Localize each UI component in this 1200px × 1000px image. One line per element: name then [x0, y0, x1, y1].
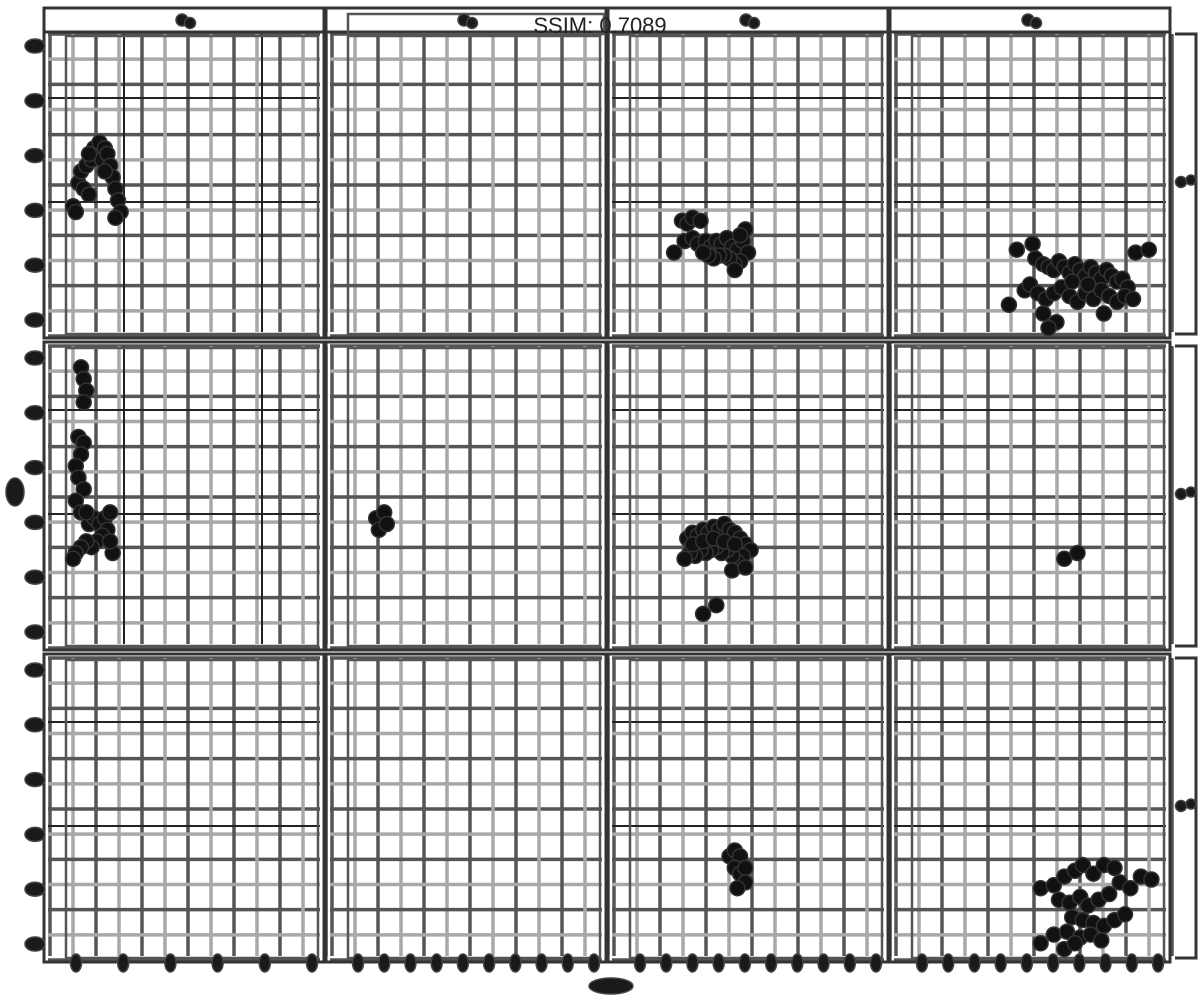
x-tick-glyph	[71, 954, 82, 972]
y-tick-glyph	[25, 718, 45, 732]
y-tick-label	[25, 258, 45, 272]
x-tick-glyph	[431, 954, 442, 972]
facet-panel	[608, 654, 890, 962]
x-tick-label	[661, 954, 672, 972]
strip-right-glyph	[1186, 799, 1196, 809]
y-tick-label	[25, 570, 45, 584]
y-tick-label	[25, 663, 45, 677]
x-tick-glyph	[1153, 954, 1164, 972]
data-point	[79, 505, 94, 520]
x-tick-glyph	[536, 954, 547, 972]
y-tick-glyph	[25, 882, 45, 896]
x-tick-label	[1100, 954, 1111, 972]
y-tick-label	[25, 39, 45, 53]
data-point	[725, 563, 740, 578]
x-tick-glyph	[844, 954, 855, 972]
x-tick-glyph	[1021, 954, 1032, 972]
facet-panel	[890, 30, 1172, 338]
data-point	[76, 395, 91, 410]
y-tick-label	[25, 882, 45, 896]
x-tick-label	[379, 954, 390, 972]
strip-right-glyph	[1176, 489, 1187, 500]
facet-panel	[44, 342, 326, 650]
data-point	[696, 606, 711, 621]
data-point	[1046, 927, 1061, 942]
strip-label-glyph	[185, 18, 196, 29]
x-tick-label	[536, 954, 547, 972]
y-tick-label	[25, 94, 45, 108]
facet-strip	[890, 8, 1170, 32]
x-tick-label	[457, 954, 468, 972]
y-tick-label	[25, 203, 45, 217]
facet-panel	[44, 654, 326, 962]
x-tick-glyph	[562, 954, 573, 972]
x-tick-label	[766, 954, 777, 972]
strip-right-glyph	[1176, 801, 1187, 812]
x-tick-glyph	[917, 954, 928, 972]
strip-right-glyph	[1186, 175, 1196, 185]
facet-strip-right	[1175, 34, 1196, 334]
x-tick-label	[510, 954, 521, 972]
y-tick-label	[25, 625, 45, 639]
data-point	[1123, 881, 1138, 896]
x-tick-glyph	[739, 954, 750, 972]
data-point	[1118, 907, 1133, 922]
data-point	[1107, 860, 1122, 875]
strip-right-glyph	[1176, 177, 1187, 188]
data-point	[1096, 306, 1111, 321]
y-tick-label	[25, 461, 45, 475]
y-tick-label	[25, 515, 45, 529]
data-point	[733, 228, 748, 243]
y-tick-glyph	[25, 406, 45, 420]
y-tick-label	[25, 773, 45, 787]
x-tick-glyph	[1100, 954, 1111, 972]
data-point	[1036, 306, 1051, 321]
data-point	[1033, 881, 1048, 896]
x-tick-label	[353, 954, 364, 972]
data-point	[677, 551, 692, 566]
x-tick-label	[484, 954, 495, 972]
data-point	[1144, 872, 1159, 887]
y-tick-glyph	[25, 937, 45, 951]
x-tick-label	[1153, 954, 1164, 972]
facet-panel	[608, 342, 890, 650]
y-tick-glyph	[25, 827, 45, 841]
data-point	[727, 537, 742, 552]
data-point	[82, 187, 97, 202]
data-point	[103, 505, 118, 520]
data-point	[97, 164, 112, 179]
data-point	[1067, 936, 1082, 951]
x-tick-label	[71, 954, 82, 972]
facet-strip-right	[1175, 346, 1196, 646]
facet-panel	[326, 654, 608, 962]
data-point	[709, 598, 724, 613]
data-point	[1094, 933, 1109, 948]
x-tick-glyph	[510, 954, 521, 972]
x-tick-label	[943, 954, 954, 972]
data-point	[1001, 297, 1016, 312]
data-point	[108, 210, 123, 225]
data-point	[68, 205, 83, 220]
x-tick-glyph	[818, 954, 829, 972]
x-tick-label	[118, 954, 129, 972]
y-tick-glyph	[25, 39, 45, 53]
facet-panel	[326, 342, 608, 650]
facet-strip	[44, 8, 324, 32]
x-tick-label	[917, 954, 928, 972]
x-axis-title	[589, 978, 633, 994]
x-tick-glyph	[379, 954, 390, 972]
x-tick-glyph	[484, 954, 495, 972]
y-tick-glyph	[25, 203, 45, 217]
y-tick-glyph	[25, 258, 45, 272]
strip-right-glyph	[1186, 487, 1196, 497]
x-tick-glyph	[871, 954, 882, 972]
y-tick-label	[25, 406, 45, 420]
y-tick-glyph	[25, 773, 45, 787]
y-tick-glyph	[25, 313, 45, 327]
x-tick-label	[1021, 954, 1032, 972]
x-tick-glyph	[259, 954, 270, 972]
facet-panel	[608, 30, 890, 338]
y-tick-glyph	[25, 515, 45, 529]
x-tick-label	[431, 954, 442, 972]
y-tick-glyph	[25, 149, 45, 163]
x-tick-label	[405, 954, 416, 972]
x-tick-label	[307, 954, 318, 972]
y-tick-label	[25, 827, 45, 841]
y-tick-glyph	[25, 461, 45, 475]
x-tick-glyph	[589, 954, 600, 972]
data-point	[1128, 245, 1143, 260]
data-point	[82, 147, 97, 162]
y-tick-glyph	[25, 663, 45, 677]
y-tick-glyph	[25, 625, 45, 639]
x-tick-glyph	[943, 954, 954, 972]
y-tick-glyph	[25, 570, 45, 584]
y-tick-label	[25, 937, 45, 951]
x-tick-glyph	[792, 954, 803, 972]
panels-layer	[44, 30, 1172, 962]
x-tick-label	[1074, 954, 1085, 972]
data-point	[1126, 292, 1141, 307]
strip-label-glyph	[467, 18, 478, 29]
x-tick-label	[844, 954, 855, 972]
x-tick-glyph	[212, 954, 223, 972]
data-point	[379, 517, 394, 532]
x-tick-label	[818, 954, 829, 972]
y-tick-label	[25, 718, 45, 732]
y-axis-title	[6, 478, 24, 506]
x-tick-label	[635, 954, 646, 972]
data-point	[1065, 274, 1080, 289]
y-tick-label	[25, 351, 45, 365]
strip-label-glyph	[749, 18, 760, 29]
data-point	[1141, 242, 1156, 257]
x-tick-glyph	[661, 954, 672, 972]
facet-strip-right	[1175, 658, 1196, 958]
x-tick-glyph	[165, 954, 176, 972]
data-point	[693, 213, 708, 228]
data-point	[1070, 546, 1085, 561]
y-tick-glyph	[25, 351, 45, 365]
y-tick-label	[25, 313, 45, 327]
x-tick-label	[1126, 954, 1137, 972]
data-point	[1081, 277, 1096, 292]
x-tick-glyph	[353, 954, 364, 972]
data-point	[1041, 321, 1056, 336]
x-tick-glyph	[1126, 954, 1137, 972]
x-tick-glyph	[307, 954, 318, 972]
x-tick-glyph	[457, 954, 468, 972]
data-point	[103, 534, 118, 549]
facet-panel	[44, 30, 326, 338]
facet-panel	[890, 342, 1172, 650]
x-tick-glyph	[995, 954, 1006, 972]
x-tick-label	[1048, 954, 1059, 972]
x-tick-label	[739, 954, 750, 972]
data-point	[1102, 887, 1117, 902]
x-tick-label	[713, 954, 724, 972]
x-tick-glyph	[969, 954, 980, 972]
x-tick-label	[589, 954, 600, 972]
x-tick-glyph	[1074, 954, 1085, 972]
x-tick-glyph	[687, 954, 698, 972]
x-tick-glyph	[635, 954, 646, 972]
x-tick-label	[687, 954, 698, 972]
x-tick-label	[969, 954, 980, 972]
strip-label-glyph	[1031, 18, 1042, 29]
x-tick-label	[995, 954, 1006, 972]
x-tick-label	[259, 954, 270, 972]
x-tick-label	[212, 954, 223, 972]
y-tick-glyph	[25, 94, 45, 108]
x-axis-title-glyph	[589, 978, 633, 994]
chart-title: SSIM: 0.7089	[533, 13, 667, 38]
x-tick-glyph	[1048, 954, 1059, 972]
data-point	[667, 245, 682, 260]
data-point	[727, 263, 742, 278]
facet-panel	[326, 30, 608, 338]
data-point	[730, 881, 745, 896]
data-point	[1033, 936, 1048, 951]
data-point	[1025, 236, 1040, 251]
x-tick-label	[792, 954, 803, 972]
x-tick-label	[562, 954, 573, 972]
x-tick-glyph	[713, 954, 724, 972]
facet-panel	[890, 654, 1172, 962]
x-tick-glyph	[766, 954, 777, 972]
x-tick-label	[871, 954, 882, 972]
data-point	[738, 860, 753, 875]
data-point	[696, 245, 711, 260]
x-tick-glyph	[118, 954, 129, 972]
data-point	[738, 560, 753, 575]
data-point	[1009, 242, 1024, 257]
data-point	[66, 551, 81, 566]
x-tick-label	[165, 954, 176, 972]
y-axis-title-glyph	[6, 478, 24, 506]
y-tick-label	[25, 149, 45, 163]
x-tick-glyph	[405, 954, 416, 972]
